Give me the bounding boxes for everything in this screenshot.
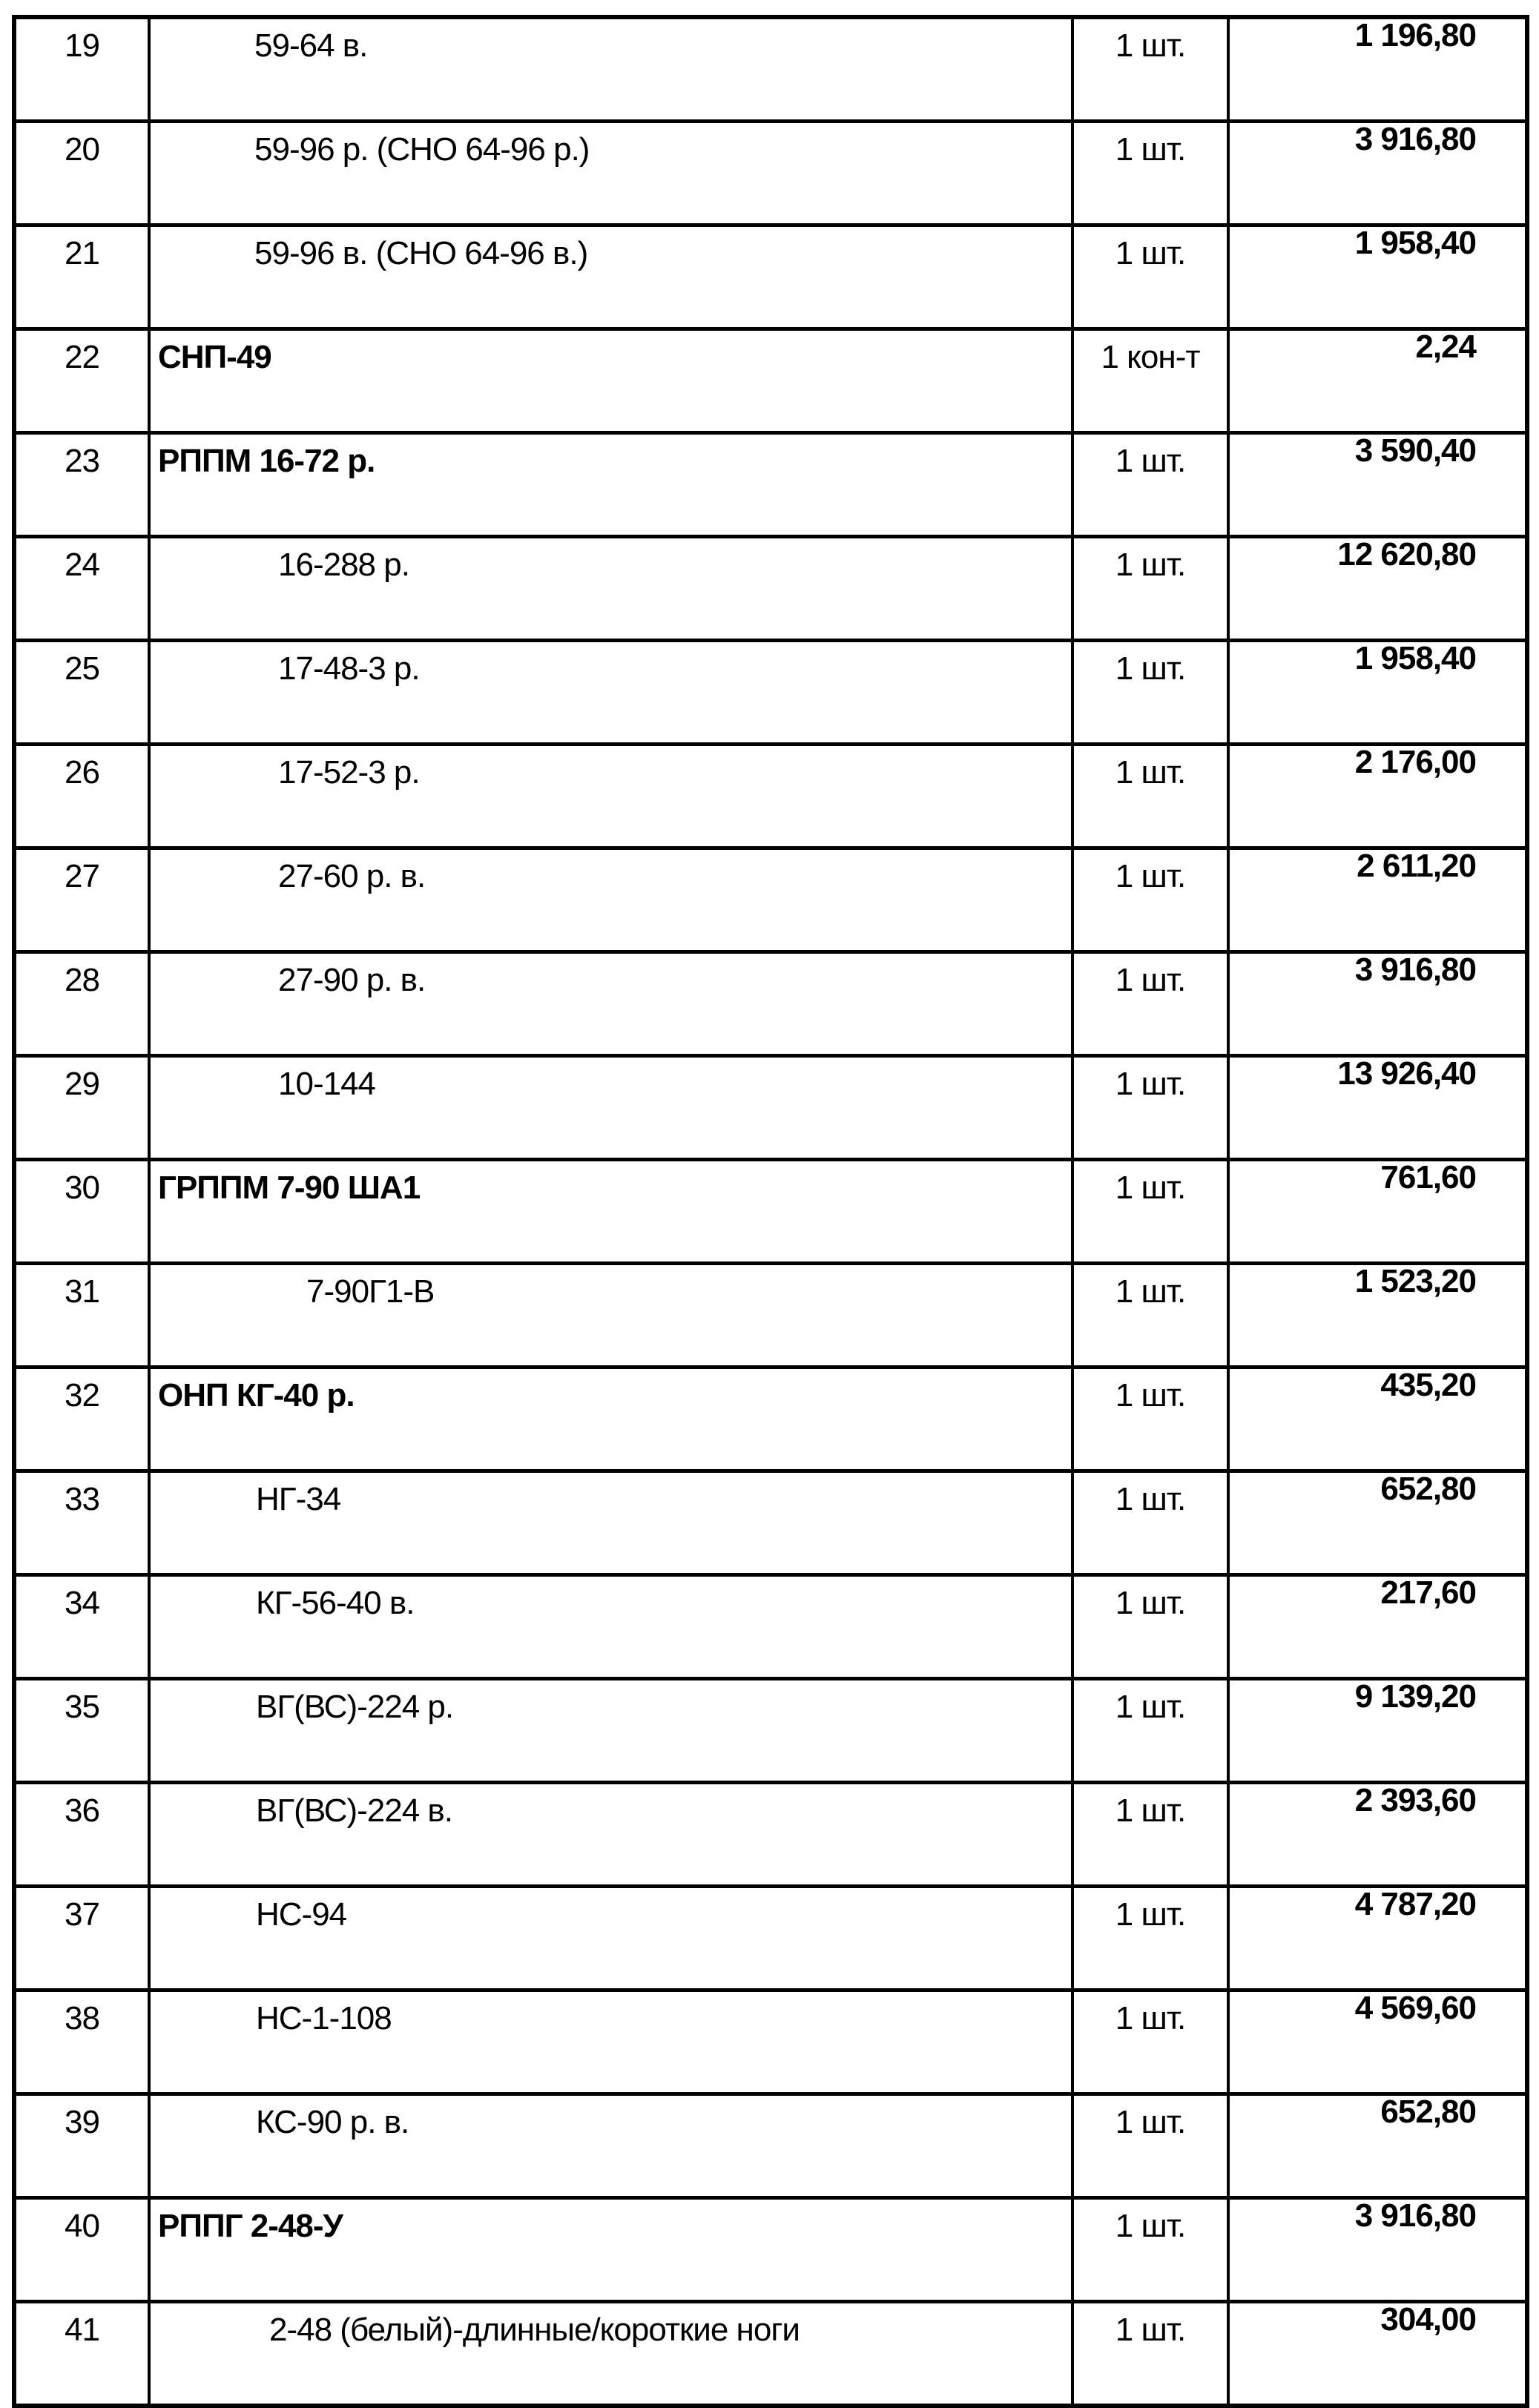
unit-value: 1 шт. bbox=[1115, 1066, 1186, 1102]
item-name-cell bbox=[149, 1056, 1072, 1160]
price-value: 2,24 bbox=[1415, 329, 1476, 365]
table-row bbox=[14, 745, 1527, 848]
row-number-cell bbox=[14, 1679, 149, 1783]
unit-cell bbox=[1072, 1160, 1228, 1264]
item-name: 16-288 р. bbox=[278, 547, 409, 583]
item-group-name: СНП-49 bbox=[158, 339, 271, 375]
price-cell bbox=[1228, 2302, 1527, 2407]
item-group-name: ОНП КГ-40 р. bbox=[158, 1377, 355, 1414]
row-number-cell bbox=[14, 1990, 149, 2094]
unit-cell bbox=[1072, 1887, 1228, 1990]
price-cell bbox=[1228, 329, 1527, 433]
item-name: ВГ(ВС)-224 р. bbox=[256, 1689, 454, 1725]
price-cell bbox=[1228, 1887, 1527, 1990]
row-number-cell bbox=[14, 1264, 149, 1368]
table-row bbox=[14, 848, 1527, 952]
price-cell bbox=[1228, 1368, 1527, 1471]
item-name: 27-60 р. в. bbox=[278, 858, 426, 894]
unit-value: 1 шт. bbox=[1115, 1585, 1186, 1621]
item-name-cell bbox=[149, 641, 1072, 745]
unit-cell bbox=[1072, 1575, 1228, 1679]
unit-value: 1 шт. bbox=[1115, 858, 1186, 894]
item-name-cell bbox=[149, 1471, 1072, 1575]
item-name: НС-1-108 bbox=[256, 2000, 392, 2036]
row-number: 24 bbox=[65, 547, 99, 583]
unit-cell bbox=[1072, 2094, 1228, 2198]
row-number: 38 bbox=[65, 2000, 99, 2036]
price-value: 9 139,20 bbox=[1354, 1678, 1476, 1715]
item-name: 59-96 р. (СНО 64-96 р.) bbox=[254, 131, 590, 168]
table-row bbox=[14, 122, 1527, 225]
item-name-cell bbox=[149, 1264, 1072, 1368]
row-number: 37 bbox=[65, 1896, 99, 1933]
unit-cell bbox=[1072, 1471, 1228, 1575]
price-cell bbox=[1228, 537, 1527, 641]
table-row bbox=[14, 1679, 1527, 1783]
item-name-cell bbox=[149, 1990, 1072, 2094]
item-name: НС-94 bbox=[256, 1896, 347, 1933]
unit-cell bbox=[1072, 1368, 1228, 1471]
unit-cell bbox=[1072, 952, 1228, 1056]
price-cell bbox=[1228, 225, 1527, 329]
item-name-cell bbox=[149, 329, 1072, 433]
table-row bbox=[14, 17, 1527, 122]
price-table bbox=[12, 15, 1529, 2408]
unit-value: 1 шт. bbox=[1115, 962, 1186, 998]
table-row bbox=[14, 1783, 1527, 1887]
unit-value: 1 шт. bbox=[1115, 1481, 1186, 1517]
table-row bbox=[14, 537, 1527, 641]
row-number: 26 bbox=[65, 754, 99, 791]
row-number: 25 bbox=[65, 650, 99, 687]
unit-cell bbox=[1072, 1990, 1228, 2094]
unit-cell bbox=[1072, 1679, 1228, 1783]
row-number-cell bbox=[14, 848, 149, 952]
unit-value: 1 шт. bbox=[1115, 2000, 1186, 2036]
item-name-cell bbox=[149, 1679, 1072, 1783]
item-name: 59-96 в. (СНО 64-96 в.) bbox=[254, 235, 588, 271]
price-cell bbox=[1228, 1056, 1527, 1160]
price-cell bbox=[1228, 2094, 1527, 2198]
unit-cell bbox=[1072, 225, 1228, 329]
item-name-cell bbox=[149, 1887, 1072, 1990]
item-name-cell bbox=[149, 122, 1072, 225]
unit-cell bbox=[1072, 1056, 1228, 1160]
row-number: 27 bbox=[65, 858, 99, 894]
price-value: 652,80 bbox=[1380, 1471, 1476, 1507]
item-name-cell bbox=[149, 17, 1072, 122]
item-group-name: ГРППМ 7-90 ША1 bbox=[158, 1170, 421, 1206]
table-row bbox=[14, 1575, 1527, 1679]
table-row bbox=[14, 1990, 1527, 2094]
price-value: 2 393,60 bbox=[1354, 1782, 1476, 1818]
row-number: 31 bbox=[65, 1273, 99, 1310]
row-number: 32 bbox=[65, 1377, 99, 1414]
price-cell bbox=[1228, 952, 1527, 1056]
unit-value: 1 шт. bbox=[1115, 443, 1186, 479]
price-cell bbox=[1228, 745, 1527, 848]
unit-value: 1 шт. bbox=[1115, 131, 1186, 168]
price-cell bbox=[1228, 122, 1527, 225]
unit-value: 1 шт. bbox=[1115, 2208, 1186, 2244]
price-cell bbox=[1228, 1783, 1527, 1887]
price-cell bbox=[1228, 1160, 1527, 1264]
item-name-cell bbox=[149, 537, 1072, 641]
row-number-cell bbox=[14, 952, 149, 1056]
unit-value: 1 шт. bbox=[1115, 1792, 1186, 1829]
price-value: 1 523,20 bbox=[1354, 1263, 1476, 1299]
row-number: 21 bbox=[65, 235, 99, 271]
item-name: НГ-34 bbox=[256, 1481, 341, 1517]
row-number-cell bbox=[14, 2198, 149, 2302]
item-name-cell bbox=[149, 2094, 1072, 2198]
row-number-cell bbox=[14, 641, 149, 745]
row-number-cell bbox=[14, 1575, 149, 1679]
row-number: 35 bbox=[65, 1689, 99, 1725]
row-number-cell bbox=[14, 225, 149, 329]
item-name: 27-90 р. в. bbox=[278, 962, 426, 998]
item-name: 10-144 bbox=[278, 1066, 376, 1102]
price-value: 13 926,40 bbox=[1337, 1055, 1476, 1092]
row-number-cell bbox=[14, 1783, 149, 1887]
price-value: 2 611,20 bbox=[1357, 848, 1476, 884]
price-cell bbox=[1228, 2198, 1527, 2302]
item-name-cell bbox=[149, 1783, 1072, 1887]
row-number-cell bbox=[14, 745, 149, 848]
row-number-cell bbox=[14, 17, 149, 122]
row-number-cell bbox=[14, 433, 149, 537]
item-name: 17-48-3 р. bbox=[278, 650, 420, 687]
price-value: 304,00 bbox=[1380, 2301, 1476, 2338]
table-row bbox=[14, 1471, 1527, 1575]
row-number: 28 bbox=[65, 962, 99, 998]
item-name-cell bbox=[149, 1160, 1072, 1264]
table-row bbox=[14, 329, 1527, 433]
price-cell bbox=[1228, 17, 1527, 122]
price-value: 652,80 bbox=[1380, 2094, 1476, 2130]
table-row bbox=[14, 1264, 1527, 1368]
row-number: 20 bbox=[65, 131, 99, 168]
unit-cell bbox=[1072, 2198, 1228, 2302]
row-number: 36 bbox=[65, 1792, 99, 1829]
row-number: 34 bbox=[65, 1585, 99, 1621]
item-name-cell bbox=[149, 2302, 1072, 2407]
unit-value: 1 шт. bbox=[1115, 1377, 1186, 1414]
unit-cell bbox=[1072, 1783, 1228, 1887]
unit-value: 1 шт. bbox=[1115, 1273, 1186, 1310]
price-value: 761,60 bbox=[1380, 1159, 1476, 1195]
unit-value: 1 шт. bbox=[1115, 1170, 1186, 1206]
item-name-cell bbox=[149, 225, 1072, 329]
price-cell bbox=[1228, 1990, 1527, 2094]
row-number-cell bbox=[14, 329, 149, 433]
unit-cell bbox=[1072, 329, 1228, 433]
price-value: 3 916,80 bbox=[1354, 121, 1476, 157]
unit-cell bbox=[1072, 433, 1228, 537]
table-row bbox=[14, 641, 1527, 745]
item-name-cell bbox=[149, 1575, 1072, 1679]
row-number: 23 bbox=[65, 443, 99, 479]
price-value: 3 590,40 bbox=[1354, 432, 1476, 469]
table-row bbox=[14, 1887, 1527, 1990]
row-number-cell bbox=[14, 537, 149, 641]
item-name: ВГ(ВС)-224 в. bbox=[256, 1792, 453, 1829]
row-number: 41 bbox=[65, 2312, 99, 2348]
row-number-cell bbox=[14, 1471, 149, 1575]
row-number-cell bbox=[14, 1056, 149, 1160]
item-name-cell bbox=[149, 952, 1072, 1056]
item-name: 17-52-3 р. bbox=[278, 754, 420, 791]
item-name-cell bbox=[149, 2198, 1072, 2302]
row-number: 30 bbox=[65, 1170, 99, 1206]
item-name: КС-90 р. в. bbox=[256, 2104, 409, 2140]
item-name-cell bbox=[149, 745, 1072, 848]
price-cell bbox=[1228, 1471, 1527, 1575]
row-number-cell bbox=[14, 2302, 149, 2407]
unit-value: 1 шт. bbox=[1115, 547, 1186, 583]
item-name: КГ-56-40 в. bbox=[256, 1585, 415, 1621]
price-cell bbox=[1228, 848, 1527, 952]
unit-cell bbox=[1072, 2302, 1228, 2407]
price-value: 2 176,00 bbox=[1354, 744, 1476, 780]
table-row bbox=[14, 2198, 1527, 2302]
item-name: 7-90Г1-В bbox=[306, 1273, 435, 1310]
item-name-cell bbox=[149, 848, 1072, 952]
price-value: 3 916,80 bbox=[1354, 2197, 1476, 2234]
row-number: 39 bbox=[65, 2104, 99, 2140]
row-number: 22 bbox=[65, 339, 99, 375]
table-row bbox=[14, 952, 1527, 1056]
row-number-cell bbox=[14, 122, 149, 225]
price-value: 435,20 bbox=[1380, 1367, 1476, 1403]
table-row bbox=[14, 1056, 1527, 1160]
table-row bbox=[14, 225, 1527, 329]
row-number: 29 bbox=[65, 1066, 99, 1102]
unit-cell bbox=[1072, 122, 1228, 225]
price-value: 3 916,80 bbox=[1354, 951, 1476, 988]
unit-value: 1 шт. bbox=[1115, 1896, 1186, 1933]
item-name: 59-64 в. bbox=[254, 27, 368, 64]
unit-value: 1 шт. bbox=[1115, 27, 1186, 64]
unit-cell bbox=[1072, 848, 1228, 952]
item-group-name: РППМ 16-72 р. bbox=[158, 443, 375, 479]
unit-cell bbox=[1072, 641, 1228, 745]
price-table-body bbox=[14, 17, 1527, 2406]
unit-cell bbox=[1072, 745, 1228, 848]
unit-value: 1 шт. bbox=[1115, 2312, 1186, 2348]
price-value: 1 196,80 bbox=[1354, 17, 1476, 53]
price-value: 1 958,40 bbox=[1354, 225, 1476, 261]
item-name: 2-48 (белый)-длинные/короткие ноги bbox=[269, 2312, 800, 2348]
unit-cell bbox=[1072, 537, 1228, 641]
price-cell bbox=[1228, 1264, 1527, 1368]
unit-value: 1 шт. bbox=[1115, 2104, 1186, 2140]
row-number: 19 bbox=[65, 27, 99, 64]
item-name-cell bbox=[149, 433, 1072, 537]
document-page bbox=[12, 15, 1525, 2408]
row-number: 40 bbox=[65, 2208, 99, 2244]
price-value: 217,60 bbox=[1380, 1574, 1476, 1611]
unit-value: 1 шт. bbox=[1115, 1689, 1186, 1725]
row-number-cell bbox=[14, 1887, 149, 1990]
price-value: 4 787,20 bbox=[1354, 1886, 1476, 1922]
unit-value: 1 шт. bbox=[1115, 235, 1186, 271]
row-number-cell bbox=[14, 1368, 149, 1471]
table-row bbox=[14, 1160, 1527, 1264]
unit-value: 1 шт. bbox=[1115, 650, 1186, 687]
table-row bbox=[14, 433, 1527, 537]
price-value: 4 569,60 bbox=[1354, 1990, 1476, 2026]
price-value: 12 620,80 bbox=[1337, 536, 1476, 573]
price-value: 1 958,40 bbox=[1354, 640, 1476, 676]
item-group-name: РППГ 2-48-У bbox=[158, 2208, 343, 2244]
unit-cell bbox=[1072, 1264, 1228, 1368]
price-cell bbox=[1228, 433, 1527, 537]
table-row bbox=[14, 2302, 1527, 2407]
row-number-cell bbox=[14, 1160, 149, 1264]
price-cell bbox=[1228, 1679, 1527, 1783]
unit-cell bbox=[1072, 17, 1228, 122]
price-cell bbox=[1228, 641, 1527, 745]
price-cell bbox=[1228, 1575, 1527, 1679]
table-row bbox=[14, 1368, 1527, 1471]
row-number-cell bbox=[14, 2094, 149, 2198]
unit-value: 1 шт. bbox=[1115, 754, 1186, 791]
row-number: 33 bbox=[65, 1481, 99, 1517]
item-name-cell bbox=[149, 1368, 1072, 1471]
table-row bbox=[14, 2094, 1527, 2198]
unit-value: 1 кон-т bbox=[1101, 339, 1200, 375]
